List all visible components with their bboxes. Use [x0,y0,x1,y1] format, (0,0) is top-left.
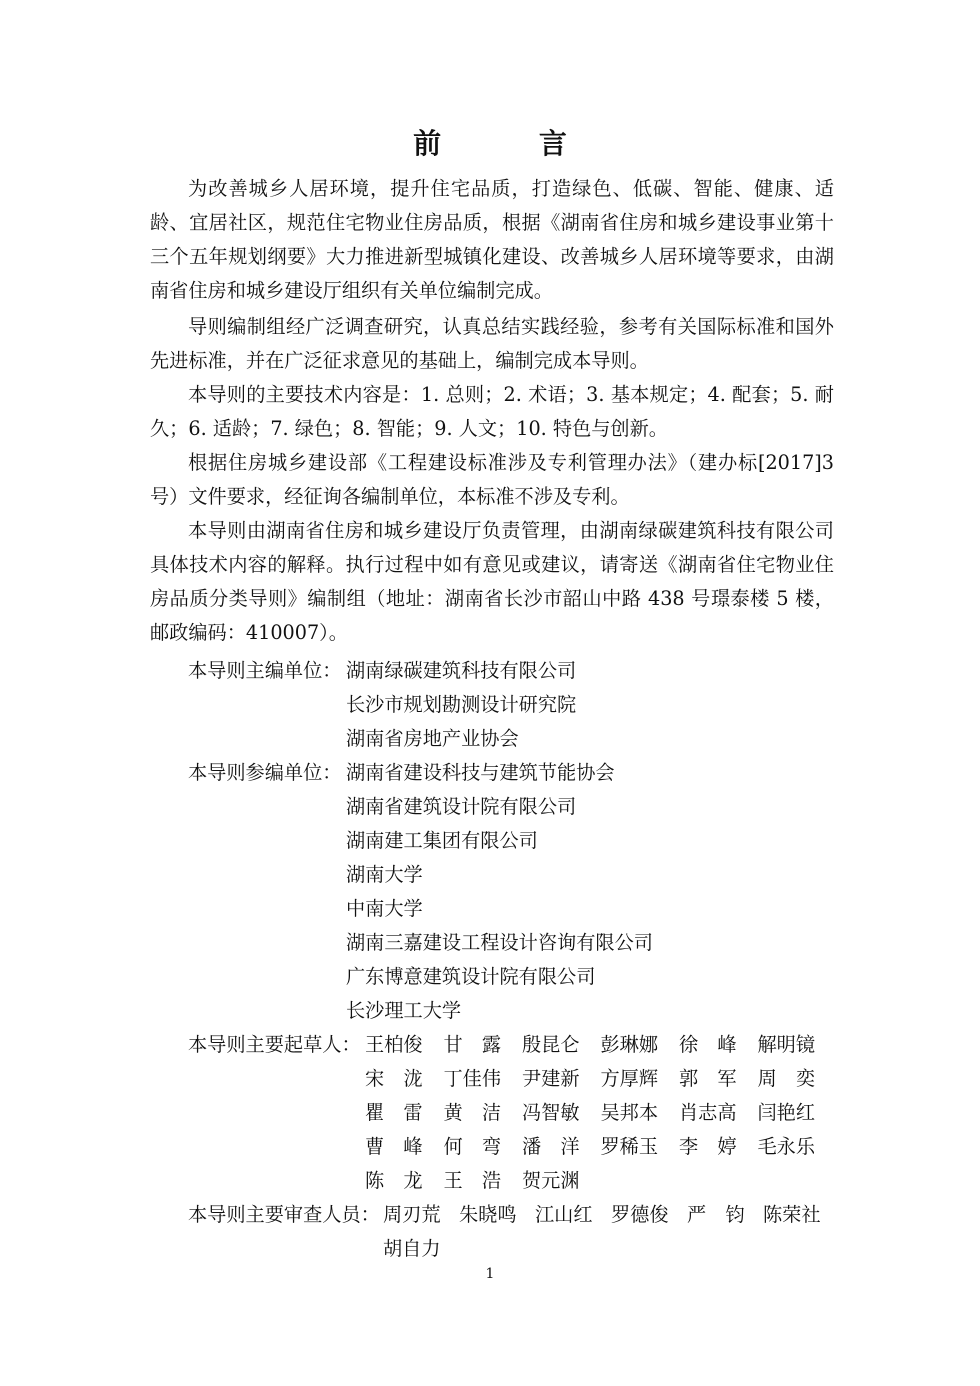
chief-unit: 湖南绿碳建筑科技有限公司 [346,659,577,682]
drafter-name: 潘 洋 [522,1135,580,1158]
drafter-name: 李 婷 [679,1135,737,1158]
drafter-name: 甘 露 [443,1033,502,1056]
drafter-name: 曹 峰 [365,1135,423,1158]
preface-paragraph-3: 本导则的主要技术内容是：1. 总则；2. 术语；3. 基本规定；4. 配套；5. 耐久；6. 适龄；7. 绿色；8. 智能；9. 人文；10. 特色与创新。 [150,383,834,440]
reviewer-name: 陈荣社 [763,1203,821,1226]
participating-unit: 湖南三嘉建设工程设计咨询有限公司 [346,931,653,954]
reviewer-name: 周刃荒 [383,1203,441,1226]
drafter-name: 瞿 雷 [365,1101,423,1124]
drafter-name: 毛永乐 [757,1135,816,1158]
drafter-name: 宋 泷 [365,1067,423,1090]
participating-unit: 湖南大学 [346,863,423,886]
drafter-name: 何 弯 [443,1135,502,1158]
participating-unit: 湖南省建设科技与建筑节能协会 [346,761,615,784]
participating-unit: 中南大学 [346,897,423,920]
drafter-name: 彭琳娜 [600,1033,659,1056]
drafter-name: 贺元渊 [522,1169,580,1192]
drafter-name: 陈 龙 [365,1169,423,1192]
page-number: 1 [485,1266,495,1282]
reviewer-name: 严 钧 [687,1203,745,1226]
drafter-name: 殷昆仑 [522,1033,580,1056]
drafters-label: 本导则主要起草人： [188,1033,361,1056]
drafter-name: 丁佳伟 [443,1067,502,1090]
drafter-name: 周 奕 [757,1067,816,1090]
chief-units-label: 本导则主编单位： [188,659,342,682]
drafter-name: 王柏俊 [365,1033,423,1056]
drafter-name: 肖志高 [679,1101,737,1124]
drafter-name: 吴邦本 [600,1101,659,1124]
drafter-name: 罗稀玉 [600,1135,659,1158]
preface-paragraph-4: 根据住房城乡建设部《工程建设标准涉及专利管理办法》（建办标[2017]3 号）文件要求，经征询各编制单位，本标准不涉及专利。 [150,451,834,508]
drafter-name: 徐 峰 [679,1033,737,1056]
drafter-name: 闫艳红 [757,1101,816,1124]
participating-units-label: 本导则参编单位： [188,761,342,784]
reviewer-name: 江山红 [535,1203,593,1226]
drafter-name: 郭 军 [679,1067,737,1090]
participating-unit: 长沙理工大学 [346,999,462,1022]
chief-unit: 长沙市规划勘测设计研究院 [346,693,577,716]
page-title: 前 言 [413,127,611,160]
drafter-name: 方厚辉 [600,1067,659,1090]
reviewers-name-grid [383,1200,839,1268]
preface-paragraph-1: 为改善城乡人居环境，提升住宅品质，打造绿色、低碳、智能、健康、适龄、宜居社区，规范住宅物业住房品质，根据《湖南省住房和城乡建设事业第十三个五年规划纲要》大力推进新型城镇化建设、改善城乡人居环境等要求，由湖南省住房和城乡建设厅组织有关单位编制完成。 [150,177,834,302]
reviewer-name: 罗德俊 [611,1203,669,1226]
drafter-name: 黄 洁 [443,1101,502,1124]
participating-unit: 广东博意建筑设计院有限公司 [346,965,596,988]
drafter-name: 冯智敏 [522,1101,580,1124]
preface-paragraph-5: 本导则由湖南省住房和城乡建设厅负责管理，由湖南绿碳建筑科技有限公司具体技术内容的解释。执行过程中如有意见或建议，请寄送《湖南省住宅物业住房品质分类导则》编制组（地址：湖南省长沙市韶山中路 438 号璟泰楼 5 楼，邮政编码：410007）。 [150,519,834,644]
drafter-name: 解明镜 [757,1033,816,1056]
chief-unit: 湖南省房地产业协会 [346,727,519,750]
reviewers-label: 本导则主要审查人员： [188,1203,380,1226]
reviewer-name: 朱晓鸣 [459,1203,517,1226]
drafter-name: 尹建新 [522,1067,580,1090]
preface-paragraph-2: 导则编制组经广泛调查研究，认真总结实践经验，参考有关国际标准和国外先进标准，并在广泛征求意见的基础上，编制完成本导则。 [150,315,834,372]
participating-unit: 湖南省建筑设计院有限公司 [346,795,577,818]
reviewer-name: 胡自力 [383,1237,441,1260]
drafters-name-grid [365,1030,836,1200]
drafter-name: 王 浩 [443,1169,502,1192]
participating-unit: 湖南建工集团有限公司 [346,829,538,852]
